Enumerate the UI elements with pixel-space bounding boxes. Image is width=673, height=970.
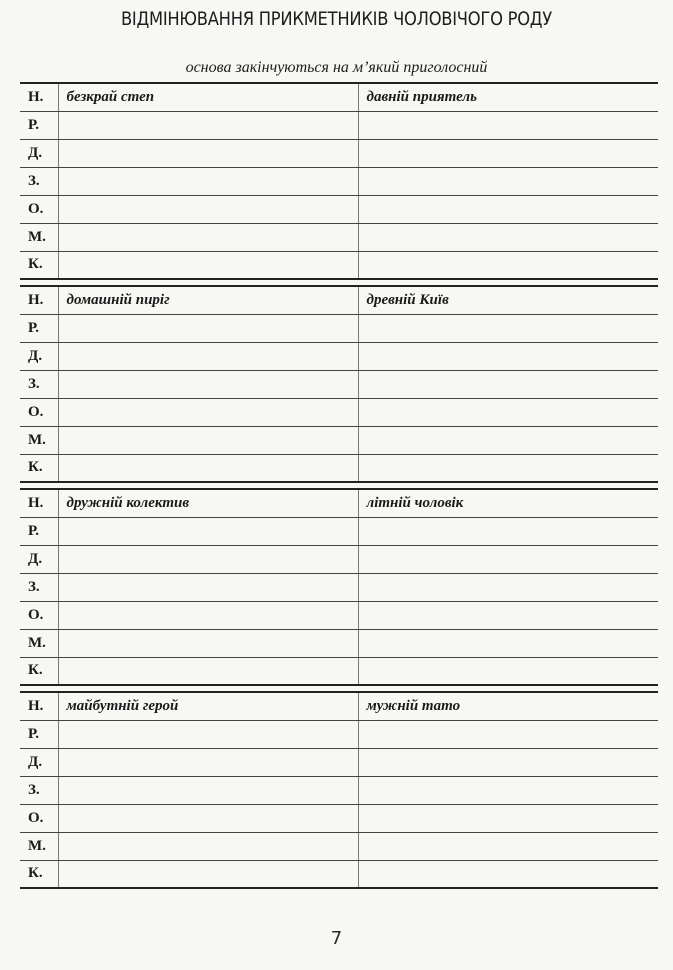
table-row [20,111,658,139]
declension-table-4 [20,691,658,889]
table-row [20,545,658,573]
case-label-dative: Д. [20,545,58,573]
case-label-locative: М. [20,832,58,860]
case-label-vocative: К. [20,657,58,685]
phrase-left: безкрай степ [58,83,358,111]
page-title: ВІДМІНЮВАННЯ ПРИКМЕТНИКІВ ЧОЛОВІЧОГО РОДУ [120,8,553,30]
answer-cell[interactable] [58,342,358,370]
case-label-accusative: З. [20,167,58,195]
answer-cell[interactable] [58,195,358,223]
answer-cell[interactable] [58,601,358,629]
answer-cell[interactable] [358,832,658,860]
case-label-locative: М. [20,426,58,454]
phrase-right: давній приятель [358,83,658,111]
table-row [20,286,658,314]
table-row [20,692,658,720]
table-row [20,832,658,860]
case-label-dative: Д. [20,748,58,776]
table-row [20,489,658,517]
answer-cell[interactable] [358,804,658,832]
answer-cell[interactable] [358,111,658,139]
answer-cell[interactable] [58,629,358,657]
answer-cell[interactable] [358,251,658,279]
table-row [20,398,658,426]
declension-table-3 [20,488,658,686]
answer-cell[interactable] [358,657,658,685]
table-row [20,370,658,398]
answer-cell[interactable] [58,776,358,804]
answer-cell[interactable] [358,195,658,223]
answer-cell[interactable] [358,167,658,195]
answer-cell[interactable] [58,657,358,685]
declension-table-2 [20,285,658,483]
case-label-accusative: З. [20,776,58,804]
answer-cell[interactable] [358,573,658,601]
answer-cell[interactable] [358,370,658,398]
table-row [20,139,658,167]
case-label-locative: М. [20,223,58,251]
table-row [20,573,658,601]
answer-cell[interactable] [58,545,358,573]
answer-cell[interactable] [358,720,658,748]
table-row [20,517,658,545]
case-label-instrumental: О. [20,398,58,426]
answer-cell[interactable] [358,426,658,454]
answer-cell[interactable] [358,629,658,657]
case-label-genitive: Р. [20,720,58,748]
case-label-instrumental: О. [20,195,58,223]
answer-cell[interactable] [58,167,358,195]
answer-cell[interactable] [58,832,358,860]
answer-cell[interactable] [58,573,358,601]
case-label-nominative: Н. [20,83,58,111]
answer-cell[interactable] [358,342,658,370]
answer-cell[interactable] [58,748,358,776]
answer-cell[interactable] [58,139,358,167]
case-label-locative: М. [20,629,58,657]
table-row [20,601,658,629]
answer-cell[interactable] [58,517,358,545]
answer-cell[interactable] [358,517,658,545]
answer-cell[interactable] [58,804,358,832]
case-label-nominative: Н. [20,286,58,314]
table-row [20,83,658,111]
answer-cell[interactable] [58,251,358,279]
case-label-accusative: З. [20,370,58,398]
answer-cell[interactable] [358,398,658,426]
answer-cell[interactable] [58,111,358,139]
answer-cell[interactable] [358,454,658,482]
phrase-right: древній Київ [358,286,658,314]
answer-cell[interactable] [358,314,658,342]
case-label-dative: Д. [20,139,58,167]
answer-cell[interactable] [358,601,658,629]
table-row [20,748,658,776]
table-row [20,804,658,832]
page-subtitle: основа закінчуються на м’який приголосний [185,59,488,76]
case-label-nominative: Н. [20,489,58,517]
case-label-accusative: З. [20,573,58,601]
case-label-instrumental: О. [20,804,58,832]
table-row [20,223,658,251]
table-row [20,776,658,804]
answer-cell[interactable] [358,776,658,804]
answer-cell[interactable] [58,454,358,482]
table-row [20,629,658,657]
declension-table-1 [20,82,658,280]
answer-cell[interactable] [58,426,358,454]
answer-cell[interactable] [58,370,358,398]
case-label-genitive: Р. [20,314,58,342]
case-label-genitive: Р. [20,111,58,139]
table-row [20,454,658,482]
case-label-vocative: К. [20,860,58,888]
case-label-genitive: Р. [20,517,58,545]
answer-cell[interactable] [58,314,358,342]
table-row [20,251,658,279]
answer-cell[interactable] [358,545,658,573]
table-row [20,342,658,370]
table-row [20,657,658,685]
case-label-vocative: К. [20,251,58,279]
table-row [20,720,658,748]
table-row [20,195,658,223]
answer-cell[interactable] [58,223,358,251]
table-row [20,167,658,195]
answer-cell[interactable] [58,720,358,748]
phrase-right: мужній тато [358,692,658,720]
table-row [20,314,658,342]
answer-cell[interactable] [358,748,658,776]
phrase-left: дружній колектив [58,489,358,517]
table-row [20,426,658,454]
table-row [20,860,658,888]
phrase-right: літній чоловік [358,489,658,517]
case-label-nominative: Н. [20,692,58,720]
page-number: 7 [330,928,343,949]
declension-tables [20,82,657,894]
answer-cell[interactable] [58,398,358,426]
phrase-left: домашній пиріг [58,286,358,314]
phrase-left: майбутній герой [58,692,358,720]
answer-cell[interactable] [58,860,358,888]
answer-cell[interactable] [358,860,658,888]
case-label-instrumental: О. [20,601,58,629]
answer-cell[interactable] [358,139,658,167]
case-label-vocative: К. [20,454,58,482]
case-label-dative: Д. [20,342,58,370]
answer-cell[interactable] [358,223,658,251]
